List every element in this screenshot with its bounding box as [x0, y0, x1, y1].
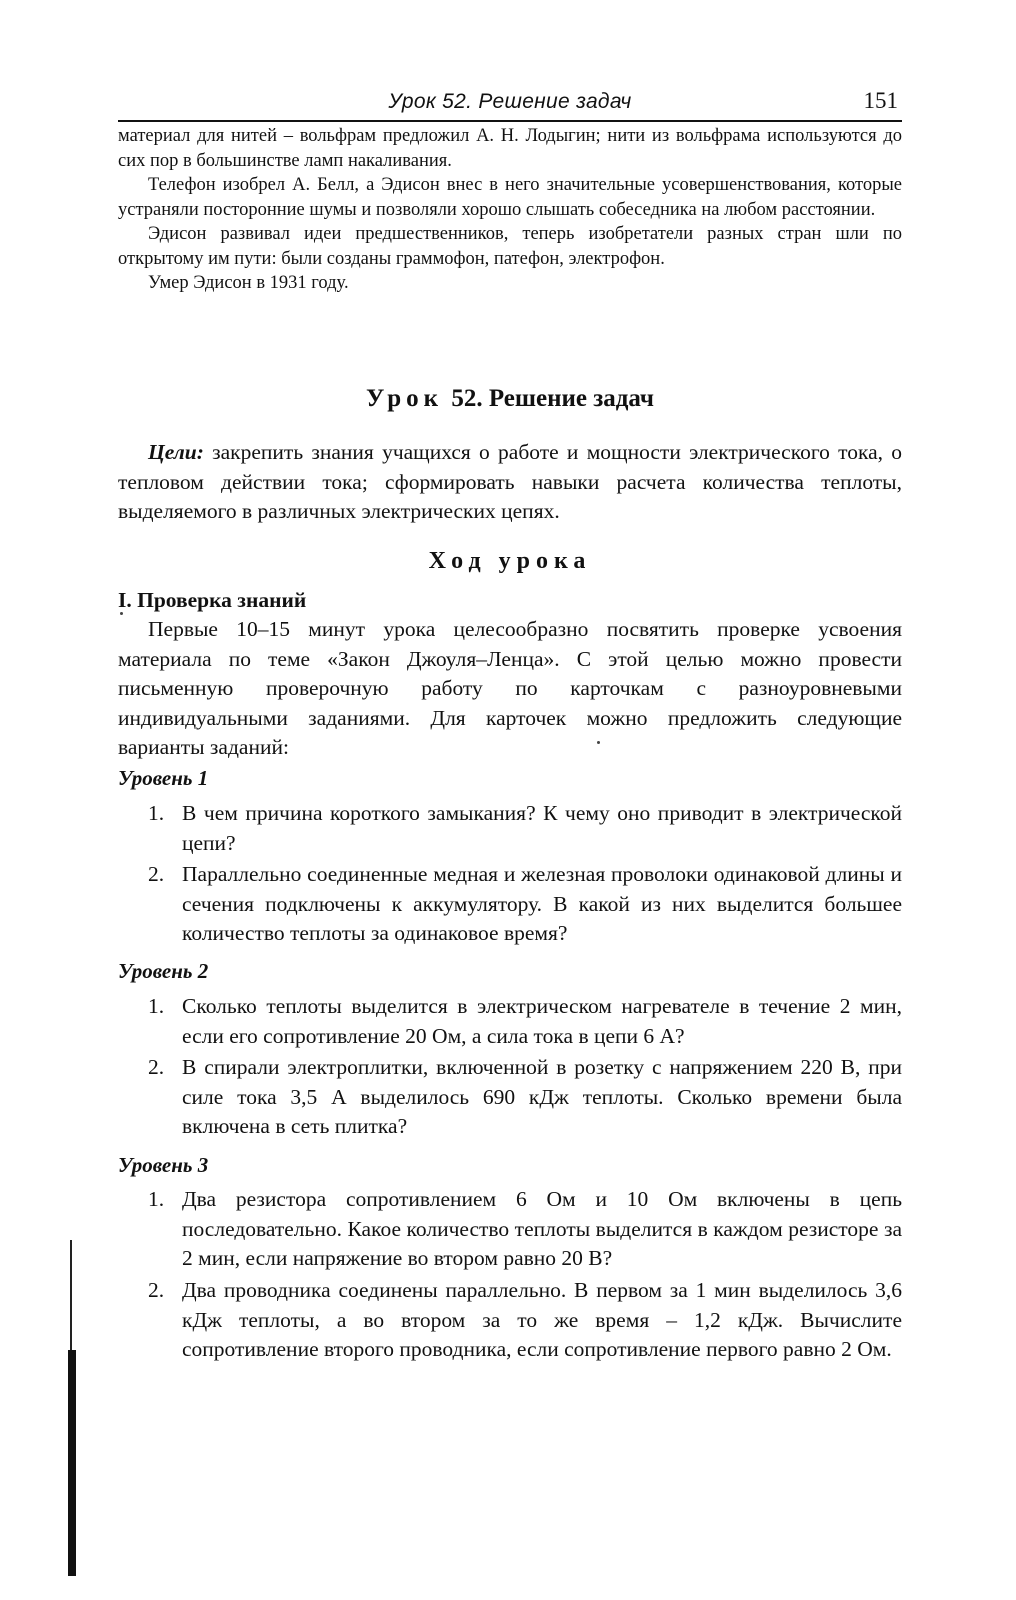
course-heading: Ход урока	[428, 548, 592, 574]
task-number: 2.	[148, 1278, 165, 1302]
paragraph: материал для нитей – вольфрам предложил А. Н. Лодыгин; нити из вольфрама используются до сих пор в большинстве ламп накаливания.	[118, 126, 902, 171]
level-3-task-1	[148, 1185, 902, 1274]
lesson-title-word: Урок	[365, 385, 444, 412]
scan-margin-thick-line	[68, 1350, 76, 1576]
section-heading: I. Проверка знаний	[118, 588, 307, 612]
task-number: 2.	[148, 862, 165, 886]
scan-margin-bar	[68, 1240, 76, 1576]
page-header	[118, 86, 902, 122]
task-text: Два проводника соединены параллельно. В первом за 1 мин выделилось 3,6 кДж теплоты, а во втором за то же время – 1,2 кДж. Вычислите сопротивление второго проводника, если сопротивление первого равно 2 Ом.	[182, 1278, 902, 1361]
task-text: Сколько теплоты выделится в электрическом нагревателе в течение 2 мин, если его сопротивление 20 Ом, а сила тока в цепи 6 А?	[182, 994, 902, 1048]
lesson-title-rest: 52. Решение задач	[451, 385, 655, 412]
lesson-goals	[118, 438, 902, 527]
running-title: Урок 52. Решение задач	[388, 90, 632, 113]
task-text: Параллельно соединенные медная и железная проволоки одинаковой длины и сечения подключены к аккумулятору. В какой из них выделится большее количество теплоты за одинаковое время?	[182, 862, 902, 945]
level-3-heading: Уровень 3	[118, 1153, 209, 1177]
goals-text: закрепить знания учащихся о работе и мощности электрического тока, о тепловом действии тока; сформировать навыки расчета количества теплоты, выделяемого в различных электрических цепях.	[118, 440, 902, 523]
scan-speck	[120, 612, 123, 615]
level-1-heading: Уровень 1	[118, 766, 209, 790]
page-number: 151	[863, 88, 898, 113]
paragraph: Телефон изобрел А. Белл, а Эдисон внес в него значительные усовершенствования, которые устраняли посторонние шумы и позволяли хорошо слышать собеседника на любом расстоянии.	[118, 175, 902, 220]
task-number: 1.	[148, 994, 165, 1018]
task-text: Два резистора сопротивлением 6 Ом и 10 Ом включены в цепь последовательно. Какое количество теплоты выделится в каждом резисторе за 2 мин, если напряжение во втором равно 20 В?	[182, 1187, 902, 1270]
level-1-task-2	[148, 860, 902, 949]
level-2-task-1	[148, 992, 902, 1051]
level-2-task-2	[148, 1053, 902, 1142]
paragraph: Умер Эдисон в 1931 году.	[148, 273, 349, 293]
previous-section-text	[118, 124, 902, 296]
task-text: В чем причина короткого замыкания? К чему оно приводит в электрической цепи?	[182, 801, 902, 855]
check-intro-paragraph: Первые 10–15 минут урока целесообразно посвятить проверке усвоения материала по теме «Закон Джоуля–Ленца». С этой целью можно провести письменную проверочную работу по карточкам с разноуровневыми индивидуальными заданиями. Для карточек можно предложить следующие варианты заданий:	[118, 617, 902, 759]
goals-label: Цели:	[148, 440, 204, 464]
lesson-title	[118, 382, 902, 416]
task-number: 2.	[148, 1055, 165, 1079]
task-number: 1.	[148, 1187, 165, 1211]
task-text: В спирали электроплитки, включенной в розетку с напряжением 220 В, при силе тока 3,5 А выделилось 690 кДж теплоты. Сколько времени была включена в сеть плитка?	[182, 1055, 902, 1138]
level-1-task-1	[148, 799, 902, 858]
scan-speck	[597, 741, 600, 744]
level-2-heading: Уровень 2	[118, 959, 209, 983]
task-number: 1.	[148, 801, 165, 825]
paragraph: Эдисон развивал идеи предшественников, теперь изобретатели разных стран шли по открытому им пути: были созданы граммофон, патефон, электрофон.	[118, 224, 902, 269]
level-3-task-2	[148, 1276, 902, 1365]
